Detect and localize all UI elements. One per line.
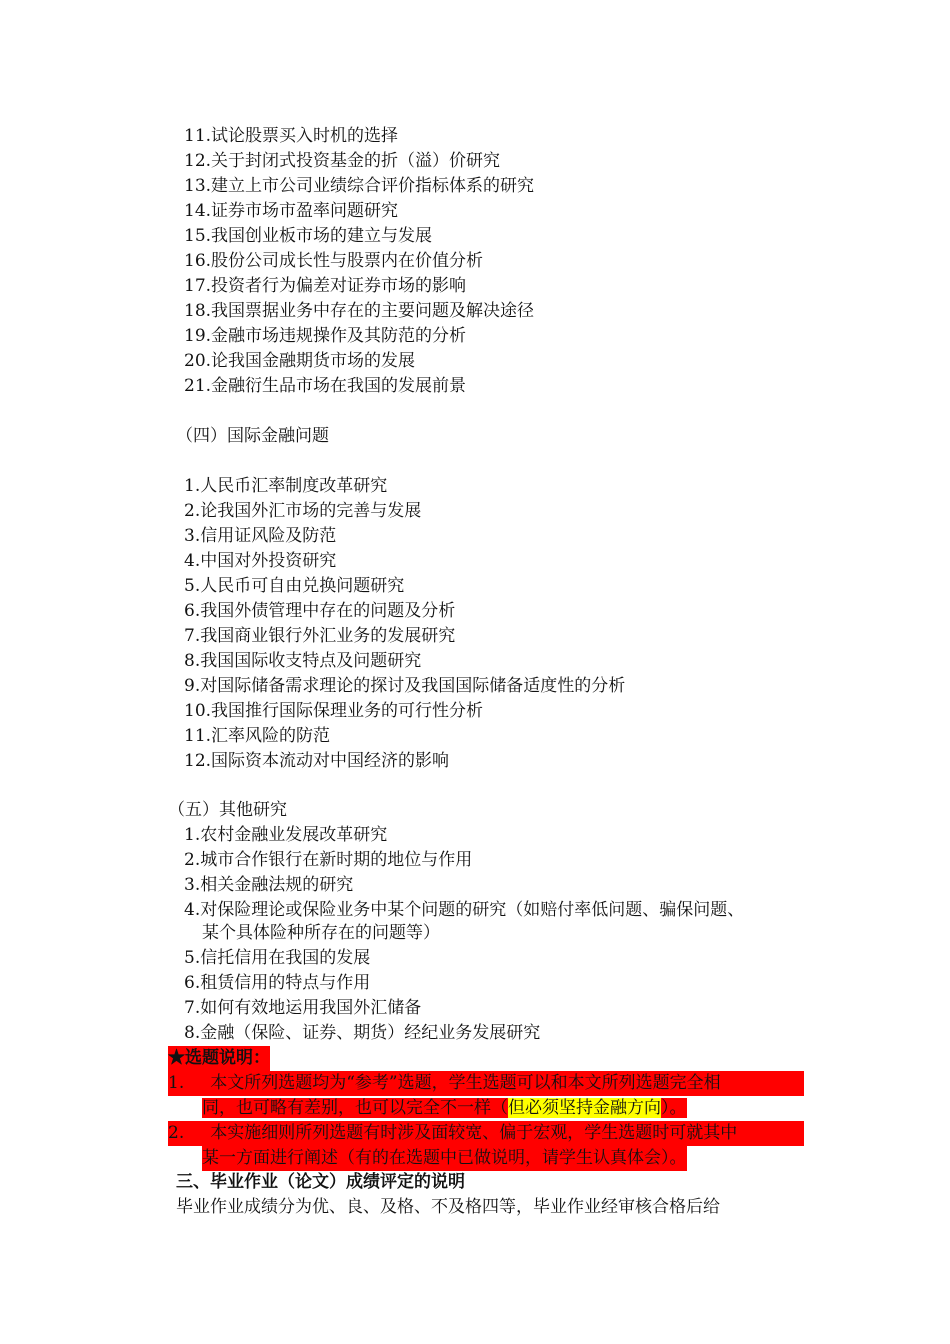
note-item-1-continuation — [202, 1096, 687, 1121]
note-item-2-continuation: 某一方面进行阐述（有的在选题中已做说明，请学生认真体会）。 — [202, 1146, 687, 1171]
list-item: 12.国际资本流动对中国经济的影响 — [184, 751, 450, 771]
list-item: 21.金融衍生品市场在我国的发展前景 — [184, 376, 467, 396]
list-item: 7.如何有效地运用我国外汇储备 — [184, 998, 422, 1018]
list-item: 18.我国票据业务中存在的主要问题及解决途径 — [184, 301, 535, 321]
list-item: 15.我国创业板市场的建立与发展 — [184, 226, 433, 246]
list-item: 8.金融（保险、证券、期货）经纪业务发展研究 — [184, 1023, 541, 1043]
note-item-1 — [168, 1071, 804, 1096]
note-text: ）。 — [661, 1098, 687, 1118]
list-item: 11.试论股票买入时机的选择 — [184, 126, 399, 146]
note-item-2 — [168, 1121, 804, 1146]
note-text: 本实施细则所列选题有时涉及面较宽、偏于宏观，学生选题时可就其中 — [210, 1123, 738, 1143]
note-number: 1. — [168, 1073, 185, 1093]
note-text: 本文所列选题均为“参考”选题，学生选题可以和本文所列选题完全相 — [210, 1073, 721, 1093]
list-item: 1.农村金融业发展改革研究 — [184, 825, 388, 845]
list-item: 2.城市合作银行在新时期的地位与作用 — [184, 850, 473, 870]
paragraph-grading: 毕业作业成绩分为优、良、及格、不及格四等，毕业作业经审核合格后给 — [176, 1197, 720, 1217]
list-item: 3.信用证风险及防范 — [184, 526, 337, 546]
list-item: 11.汇率风险的防范 — [184, 726, 331, 746]
section-heading-grading: 三、毕业作业（论文）成绩评定的说明 — [176, 1172, 465, 1192]
list-item: 4.对保险理论或保险业务中某个问题的研究（如赔付率低问题、骗保问题、 — [184, 900, 745, 920]
list-item-continuation: 某个具体险种所存在的问题等） — [202, 923, 440, 943]
section-title-international-finance: （四）国际金融问题 — [176, 426, 329, 446]
notes-title: ★选题说明： — [168, 1046, 270, 1071]
list-item: 5.信托信用在我国的发展 — [184, 948, 371, 968]
list-item: 3.相关金融法规的研究 — [184, 875, 354, 895]
list-item: 1.人民币汇率制度改革研究 — [184, 476, 388, 496]
list-item: 7.我国商业银行外汇业务的发展研究 — [184, 626, 456, 646]
list-item: 9.对国际储备需求理论的探讨及我国国际储备适度性的分析 — [184, 676, 626, 696]
list-item: 20.论我国金融期货市场的发展 — [184, 351, 416, 371]
note-highlight: 但必须坚持金融方向 — [508, 1098, 661, 1118]
list-item: 6.租赁信用的特点与作用 — [184, 973, 371, 993]
list-item: 14.证券市场市盈率问题研究 — [184, 201, 399, 221]
list-item: 2.论我国外汇市场的完善与发展 — [184, 501, 422, 521]
note-text: 同，也可略有差别，也可以完全不一样（ — [202, 1098, 508, 1118]
note-number: 2. — [168, 1123, 185, 1143]
list-item: 12.关于封闭式投资基金的折（溢）价研究 — [184, 151, 501, 171]
list-item: 4.中国对外投资研究 — [184, 551, 337, 571]
list-item: 8.我国国际收支特点及问题研究 — [184, 651, 422, 671]
list-item: 6.我国外债管理中存在的问题及分析 — [184, 601, 456, 621]
list-item: 19.金融市场违规操作及其防范的分析 — [184, 326, 467, 346]
section-title-other-research: （五）其他研究 — [168, 800, 287, 820]
list-item: 13.建立上市公司业绩综合评价指标体系的研究 — [184, 176, 535, 196]
list-item: 17.投资者行为偏差对证券市场的影响 — [184, 276, 467, 296]
list-item: 5.人民币可自由兑换问题研究 — [184, 576, 405, 596]
list-item: 16.股份公司成长性与股票内在价值分析 — [184, 251, 484, 271]
list-item: 10.我国推行国际保理业务的可行性分析 — [184, 701, 484, 721]
